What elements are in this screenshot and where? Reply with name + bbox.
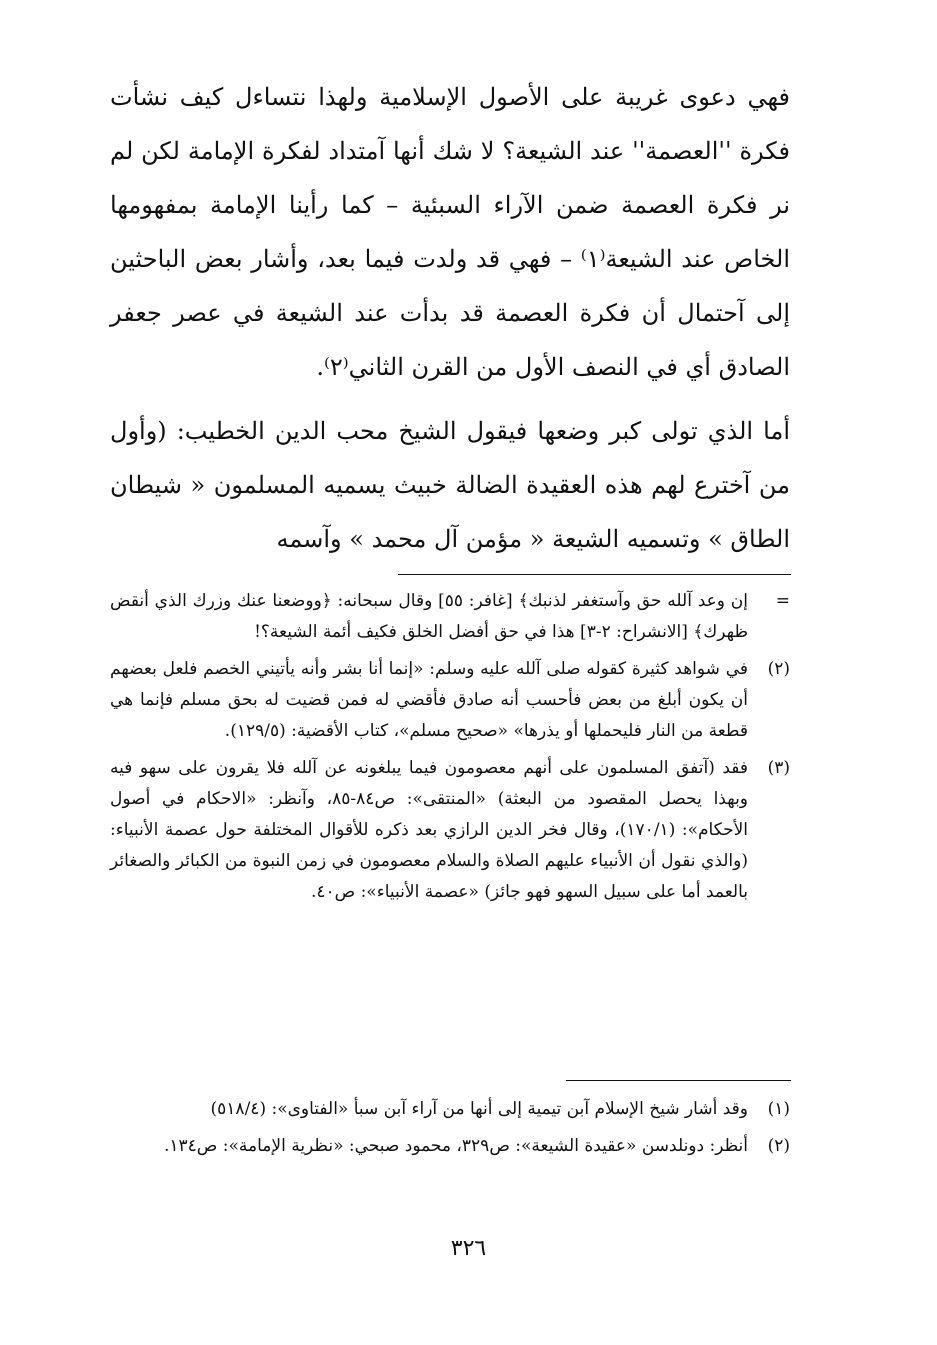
footnote-continued-item <box>110 753 790 908</box>
footnote-item <box>110 1131 790 1162</box>
main-paragraph-1: فهي دعوى غريبة على الأصول الإسلامية ولهذا نتساءل كيف نشأت فكرة ''العصمة'' عند الشيعة؟ لا شك أنها آمتداد لفكرة الإمامة لكن لم نر فكرة العصمة ضمن الآراء السبئية – كما رأينا الإمامة بمفهومها الخاص عند الشيعة⁽١⁾ – فهي قد ولدت فيما بعد، وأشار بعض الباحثين إلى آحتمال أن فكرة العصمة قد بدأت عند الشيعة في عصر جعفر الصادق أي في النصف الأول من القرن الثاني⁽٢⁾. <box>110 83 790 381</box>
footnote-text: فقد (آتفق المسلمون على أنهم معصومون فيما يبلغونه عن آلله فلا يقرون على سهو فيه وبهذا يحصل المقصود من البعثة) «المنتقى»: ص٨٤-٨٥، وآنظر: «الاحكام في أصول الأحكام»: (١٧٠/١)، وقال فخر الدين الرازي بعد ذكره للأقوال المختلفة حول عصمة الأنبياء: (والذي نقول أن الأنبياء عليهم الصلاة والسلام معصومون في زمن النبوة من الكبائر والصغائر بالعمد أما على سبيل السهو فهو جائز) «عصمة الأنبياء»: ص٤٠. <box>110 758 749 902</box>
footnotes-page <box>110 1094 790 1168</box>
main-text-block <box>110 70 790 566</box>
footnote-divider <box>398 574 791 575</box>
footnotes-continued <box>110 586 790 914</box>
footnote-continued-item <box>110 586 790 648</box>
page-number: ٣٢٦ <box>450 1236 487 1261</box>
footnote-number: (١) <box>767 1099 790 1119</box>
footnote-text: أنظر: دونلدسن «عقيدة الشيعة»: ص٣٢٩، محمود صبحي: «نظرية الإمامة»: ص١٣٤. <box>163 1136 748 1156</box>
footnote-text: في شواهد كثيرة كقوله صلى آلله عليه وسلم: «إنما أنا بشر وأنه يأتيني الخصم فلعل بعضهم أن يكون أبلغ من بعض فأحسب أنه صادق فأقضي له فمن قضيت له بحق مسلم فإنما هي قطعة من النار فليحملها أو يذرها» «صحيح مسلم»، كتاب الأقضية: (١٢٩/٥). <box>110 659 748 741</box>
page-footnote-divider <box>566 1080 791 1081</box>
footnote-text: إن وعد آلله حق وآستغفر لذنبك﴾ [غافر: ٥٥] وقال سبحانه: ﴿ووضعنا عنك وزرك الذي أنقض ظهرك﴾ [الانشراح: ٢-٣] هذا في حق أفضل الخلق فكيف أئمة الشيعة؟! <box>110 591 748 642</box>
footnote-number: (٢) <box>767 659 790 679</box>
main-paragraph-2: أما الذي تولى كبر وضعها فيقول الشيخ محب الدين الخطيب: (وأول من آخترع لهم هذه العقيدة الضالة خبيث يسميه المسلمون « شيطان الطاق » وتسميه الشيعة « مؤمن آل محمد » وآسمه <box>110 417 790 553</box>
footnote-number: = <box>775 591 790 611</box>
footnote-number: (٣) <box>767 758 790 778</box>
footnote-text: وقد أشار شيخ الإسلام آبن تيمية إلى أنها من آراء آبن سبأ «الفتاوى»: (٥١٨/٤) <box>210 1099 748 1119</box>
footnote-item <box>110 1094 790 1125</box>
footnote-number: (٢) <box>767 1136 790 1156</box>
footnote-continued-item <box>110 654 790 747</box>
